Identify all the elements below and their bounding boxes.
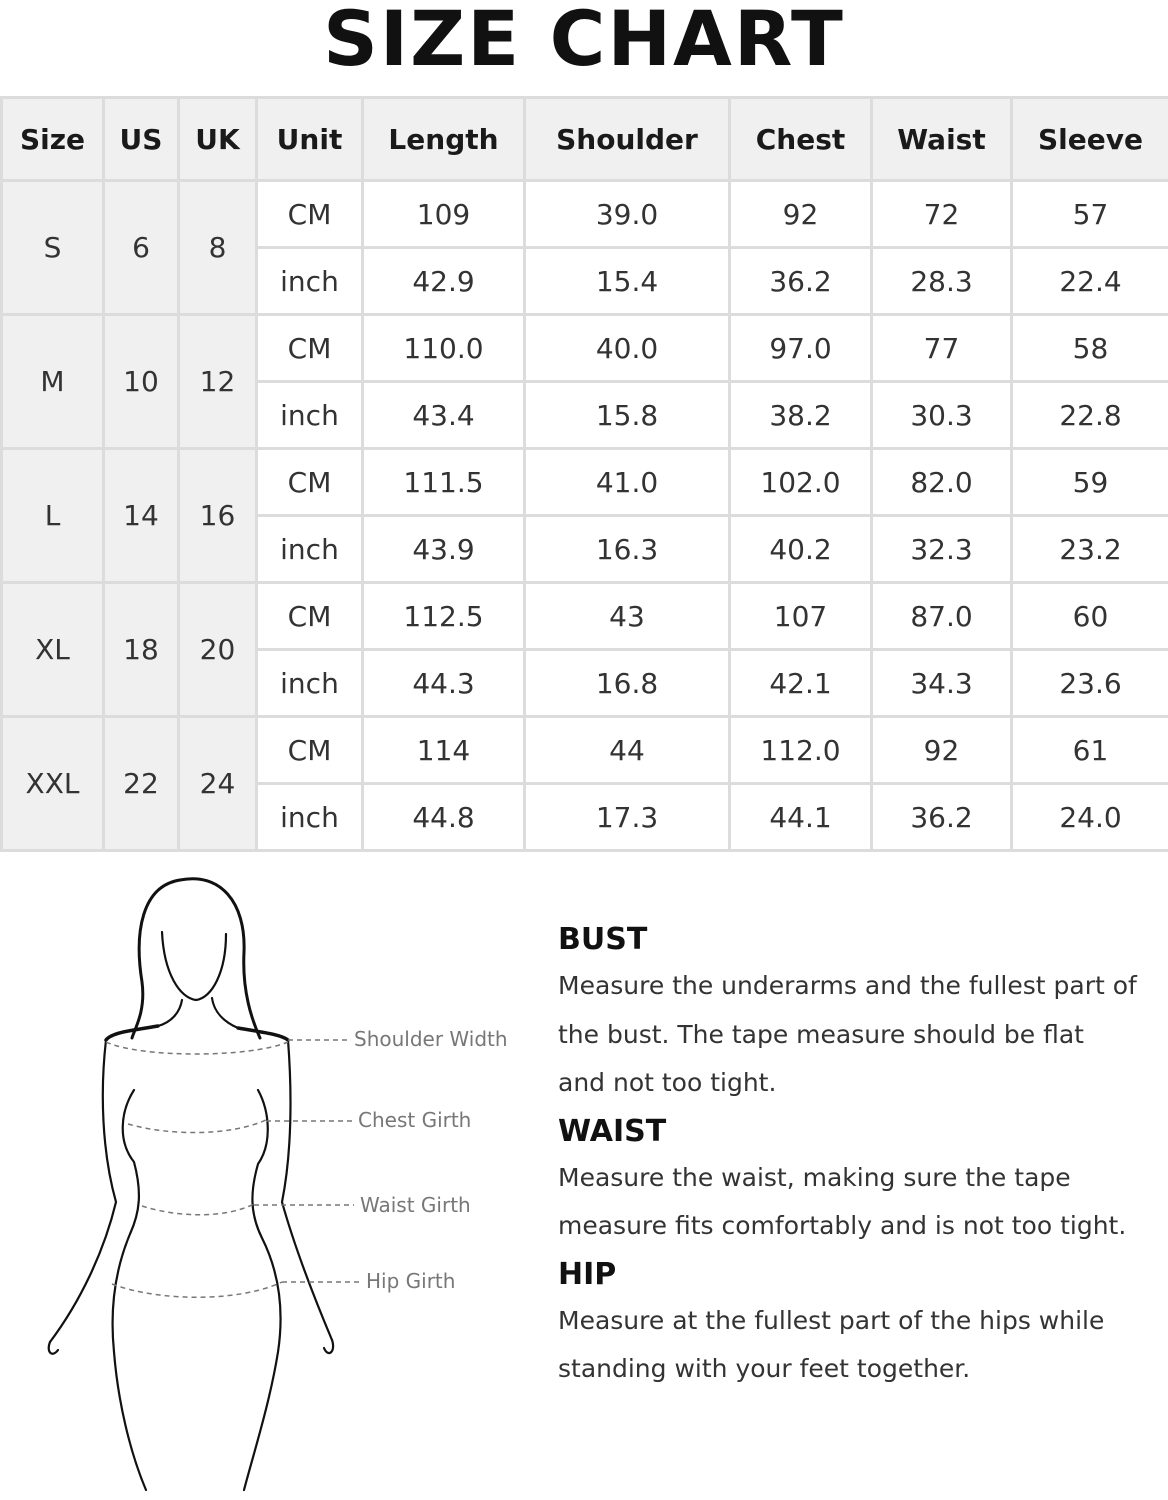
body-measurement-figure [30, 862, 540, 1492]
header-chest: Chest [730, 98, 872, 181]
us-cell: 14 [104, 449, 179, 583]
shoulder-cell: 41.0 [525, 449, 730, 516]
waist-cell: 28.3 [872, 248, 1012, 315]
waist-heading: WAIST [558, 1113, 667, 1149]
header-waist: Waist [872, 98, 1012, 181]
bust-heading: BUST [558, 922, 648, 957]
length-cell: 43.9 [363, 516, 525, 583]
sleeve-cell: 22.8 [1012, 382, 1168, 449]
sleeve-cell: 59 [1012, 449, 1168, 516]
chest-cell: 36.2 [730, 248, 872, 315]
header-length: Length [363, 98, 525, 181]
us-cell: 6 [104, 181, 179, 315]
waist-girth-label: Waist Girth [360, 1193, 471, 1217]
size-cell: M [2, 315, 104, 449]
size-table [0, 96, 1168, 852]
waist-cell: 36.2 [872, 784, 1012, 851]
length-cell: 44.3 [363, 650, 525, 717]
waist-cell: 30.3 [872, 382, 1012, 449]
waist-instruction [558, 1110, 1138, 1251]
uk-cell: 12 [179, 315, 257, 449]
unit-cell: inch [257, 516, 363, 583]
length-cell: 111.5 [363, 449, 525, 516]
table-row [2, 583, 1168, 650]
waist-cell: 92 [872, 717, 1012, 784]
hip-heading: HIP [558, 1256, 617, 1292]
size-cell: XXL [2, 717, 104, 851]
hip-text: Measure at the fullest part of the hips while standing with your feet together. [558, 1305, 1105, 1383]
chest-cell: 92 [730, 181, 872, 248]
length-cell: 110.0 [363, 315, 525, 382]
table-row [2, 717, 1168, 784]
sleeve-cell: 58 [1012, 315, 1168, 382]
bust-text: Measure the underarms and the fullest part of the bust. The tape measure should be flat and not too tight. [558, 971, 1137, 1097]
shoulder-cell: 17.3 [525, 784, 730, 851]
sleeve-cell: 24.0 [1012, 784, 1168, 851]
header-size: Size [2, 98, 104, 181]
uk-cell: 8 [179, 181, 257, 315]
uk-cell: 20 [179, 583, 257, 717]
table-row [2, 181, 1168, 248]
shoulder-cell: 16.8 [525, 650, 730, 717]
unit-cell: CM [257, 449, 363, 516]
shoulder-cell: 39.0 [525, 181, 730, 248]
sleeve-cell: 23.2 [1012, 516, 1168, 583]
header-uk: UK [179, 98, 257, 181]
sleeve-cell: 22.4 [1012, 248, 1168, 315]
sleeve-cell: 57 [1012, 181, 1168, 248]
sleeve-cell: 60 [1012, 583, 1168, 650]
hip-girth-label: Hip Girth [366, 1269, 456, 1293]
length-cell: 112.5 [363, 583, 525, 650]
size-cell: L [2, 449, 104, 583]
body-silhouette-illustration [30, 862, 540, 1492]
shoulder-cell: 16.3 [525, 516, 730, 583]
unit-cell: inch [257, 650, 363, 717]
measurement-instructions [558, 918, 1138, 1396]
chest-cell: 107 [730, 583, 872, 650]
length-cell: 42.9 [363, 248, 525, 315]
length-cell: 44.8 [363, 784, 525, 851]
header-shoulder: Shoulder [525, 98, 730, 181]
shoulder-width-label: Shoulder Width [354, 1027, 508, 1051]
unit-cell: CM [257, 315, 363, 382]
chest-cell: 44.1 [730, 784, 872, 851]
waist-cell: 82.0 [872, 449, 1012, 516]
waist-text: Measure the waist, making sure the tape measure fits comfortably and is not too tight. [558, 1162, 1127, 1240]
unit-cell: inch [257, 248, 363, 315]
shoulder-cell: 40.0 [525, 315, 730, 382]
chest-girth-label: Chest Girth [358, 1108, 472, 1132]
unit-cell: CM [257, 181, 363, 248]
chest-cell: 42.1 [730, 650, 872, 717]
uk-cell: 16 [179, 449, 257, 583]
chest-cell: 40.2 [730, 516, 872, 583]
size-cell: XL [2, 583, 104, 717]
waist-cell: 34.3 [872, 650, 1012, 717]
length-cell: 109 [363, 181, 525, 248]
page-title: SIZE CHART [323, 0, 845, 83]
length-cell: 114 [363, 717, 525, 784]
unit-cell: CM [257, 717, 363, 784]
sleeve-cell: 23.6 [1012, 650, 1168, 717]
bust-instruction [558, 918, 1138, 1108]
header-us: US [104, 98, 179, 181]
shoulder-cell: 43 [525, 583, 730, 650]
header-unit: Unit [257, 98, 363, 181]
shoulder-cell: 44 [525, 717, 730, 784]
shoulder-cell: 15.4 [525, 248, 730, 315]
length-cell: 43.4 [363, 382, 525, 449]
header-sleeve: Sleeve [1012, 98, 1168, 181]
table-header-row [2, 98, 1168, 181]
waist-cell: 87.0 [872, 583, 1012, 650]
size-cell: S [2, 181, 104, 315]
chest-cell: 38.2 [730, 382, 872, 449]
hip-instruction [558, 1253, 1138, 1394]
uk-cell: 24 [179, 717, 257, 851]
unit-cell: inch [257, 784, 363, 851]
waist-cell: 72 [872, 181, 1012, 248]
sleeve-cell: 61 [1012, 717, 1168, 784]
chest-cell: 102.0 [730, 449, 872, 516]
us-cell: 18 [104, 583, 179, 717]
unit-cell: CM [257, 583, 363, 650]
waist-cell: 77 [872, 315, 1012, 382]
unit-cell: inch [257, 382, 363, 449]
table-row [2, 449, 1168, 516]
table-row [2, 315, 1168, 382]
shoulder-cell: 15.8 [525, 382, 730, 449]
chest-cell: 97.0 [730, 315, 872, 382]
chest-cell: 112.0 [730, 717, 872, 784]
waist-cell: 32.3 [872, 516, 1012, 583]
us-cell: 10 [104, 315, 179, 449]
us-cell: 22 [104, 717, 179, 851]
